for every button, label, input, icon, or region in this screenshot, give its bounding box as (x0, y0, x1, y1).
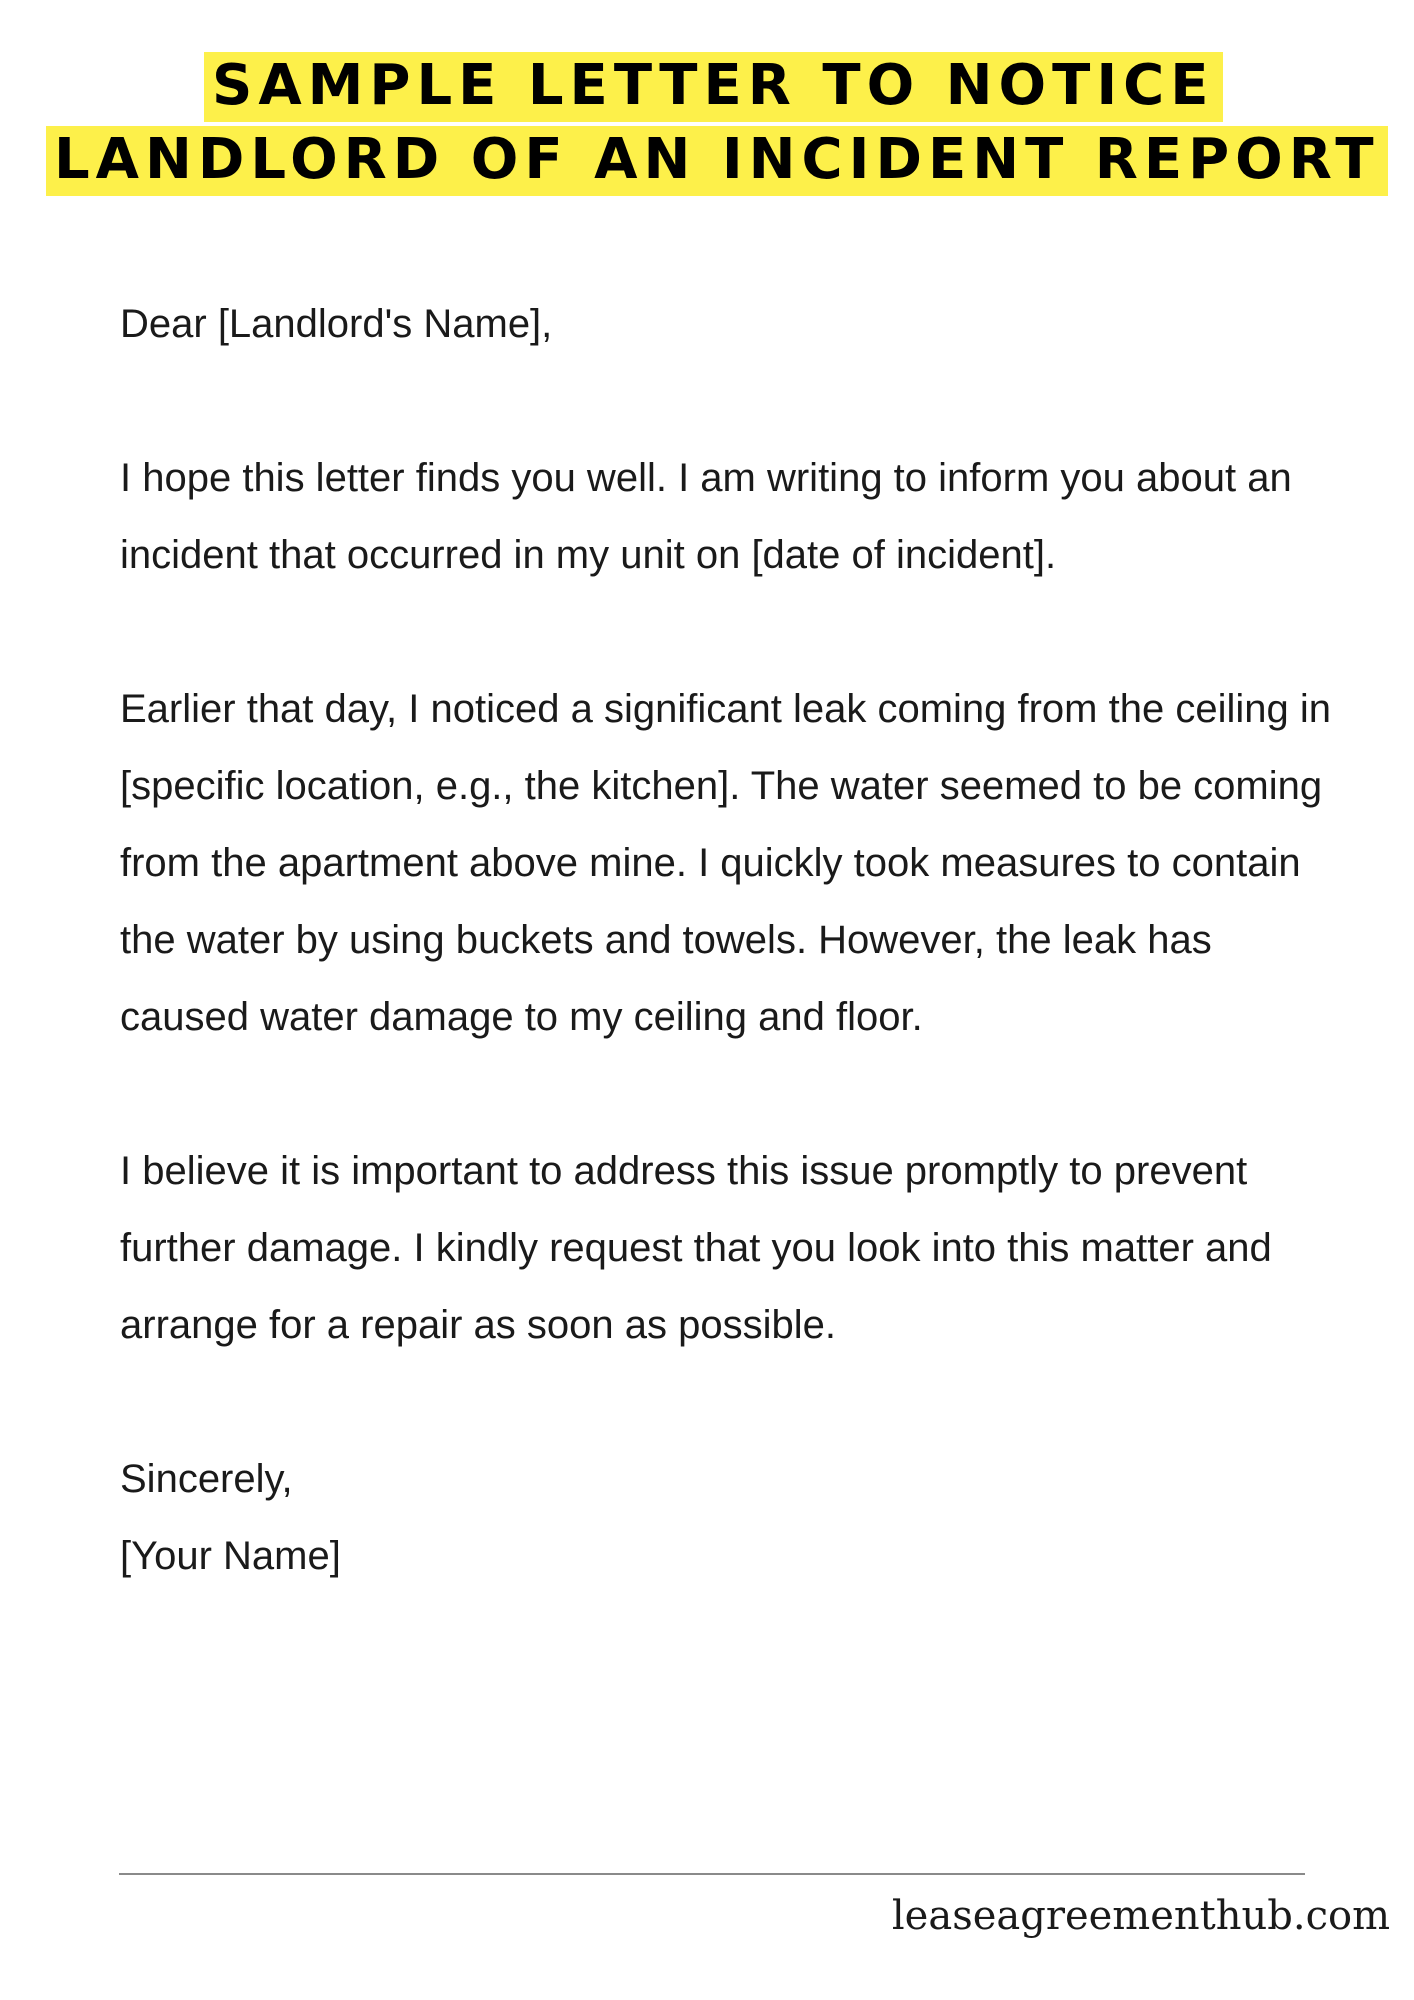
letter-body (120, 286, 1350, 1595)
title-line-2: LANDLORD OF AN INCIDENT REPORT (46, 126, 1388, 196)
paragraph-incident: Earlier that day, I noticed a significant leak coming from the ceiling in [specific location, e.g., the kitchen]. The water seemed to be coming from the apartment above mine. I quickly took measures to contain the water by using buckets and towels. However, the leak has caused water damage to my ceiling and floor. (120, 687, 1331, 1039)
site-name: leaseagreementhub.com (891, 1893, 1390, 1939)
signature: [Your Name] (120, 1534, 341, 1578)
closing-block (120, 1441, 1350, 1595)
salutation: Dear [Landlord's Name], (120, 302, 553, 346)
title-line-1: SAMPLE LETTER TO NOTICE (204, 52, 1223, 122)
footer-divider (119, 1873, 1305, 1875)
paragraph-request: I believe it is important to address this issue promptly to prevent further damage. I kindly request that you look into this matter and arrange for a repair as soon as possible. (120, 1149, 1272, 1347)
paragraph-intro: I hope this letter finds you well. I am writing to inform you about an incident that occurred in my unit on [date of incident]. (120, 456, 1292, 577)
closing: Sincerely, (120, 1457, 293, 1501)
